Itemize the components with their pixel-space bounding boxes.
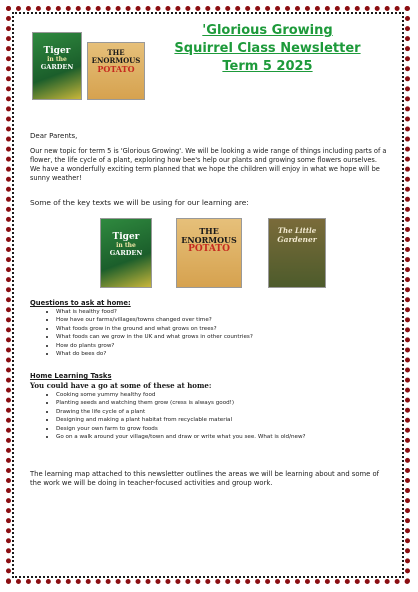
key-book-gardener (268, 218, 326, 288)
task-item: • Go on a walk around your village/town and draw or write what you see. What is old/new? (56, 433, 388, 441)
questions-section (30, 299, 388, 358)
key-book-gardener-l1: The Little (277, 226, 317, 235)
task-item: • Designing and making a plant habitat from recyclable material (56, 416, 388, 424)
key-book-tiger (100, 218, 152, 288)
greeting: Dear Parents, (30, 132, 78, 140)
home-learning-subheading: You could have a go at some of these at home: (30, 381, 212, 390)
task-item: • Drawing the life cycle of a plant (56, 408, 388, 416)
book-title-tiger-l1: Tiger (43, 46, 71, 56)
question-item: • How do plants grow? (56, 342, 388, 350)
task-item: • Design your own farm to grow foods (56, 425, 388, 433)
task-item: • Cooking some yummy healthy food (56, 391, 388, 399)
intro-paragraph: Our new topic for term 5 is 'Glorious Growing'. We will be looking a wide range of things including parts of a flower, the life cycle of a plant, exploring how bee's help our plants and growing some flowers ourselves. We have a wonderfully exciting term planned that we hope the children will enjoy in what we hope will be sunny weather! (30, 147, 387, 182)
book-cover-potato (87, 42, 145, 100)
outro-paragraph: The learning map attached to this newsletter outlines the areas we will be learning about and some of the work we will be doing in teacher-focused activities and group work. (30, 469, 380, 488)
home-learning-heading: Home Learning Tasks (30, 372, 112, 380)
questions-list (30, 308, 388, 358)
home-learning-list (30, 391, 388, 441)
newsletter-content (30, 20, 388, 488)
question-item: • How have our farms/villages/towns changed over time? (56, 316, 388, 324)
book-title-tiger-l3: GARDEN (40, 63, 74, 71)
task-item: • Planting seeds and watching them grow (cress is always good!) (56, 399, 388, 407)
title-line-1: 'Glorious Growing (202, 23, 333, 38)
question-item: • What do bees do? (56, 350, 388, 358)
key-texts-row (30, 218, 388, 288)
questions-heading: Questions to ask at home: (30, 299, 131, 307)
newsletter-title (145, 22, 390, 76)
book-title-tiger-l2: in the (47, 56, 67, 63)
home-learning-section (30, 372, 388, 441)
key-book-tiger-l1: Tiger (112, 232, 140, 242)
title-line-2: Squirrel Class Newsletter (174, 41, 361, 56)
key-book-potato-l3: POTATO (188, 244, 230, 254)
book-title-potato-l1: THE (107, 48, 125, 57)
book-cover-tiger (32, 32, 82, 100)
book-title-potato-l2: ENORMOUS (91, 56, 141, 65)
title-line-3: Term 5 2025 (222, 59, 313, 74)
question-item: • What foods grow in the ground and what grows on trees? (56, 325, 388, 333)
key-book-tiger-l2: in the (116, 242, 136, 249)
question-item: • What foods can we grow in the UK and what grows in other countries? (56, 333, 388, 341)
header-area (30, 20, 388, 110)
key-book-tiger-l3: GARDEN (109, 249, 143, 257)
key-book-potato (176, 218, 242, 288)
book-title-potato-l3: POTATO (97, 64, 135, 74)
key-book-potato-l1: THE (199, 226, 219, 236)
key-book-gardener-l2: Gardener (277, 235, 317, 244)
key-book-potato-l2: ENORMOUS (181, 235, 237, 245)
key-texts-intro: Some of the key texts we will be using for our learning are: (30, 198, 249, 207)
question-item: • What is healthy food? (56, 308, 388, 316)
